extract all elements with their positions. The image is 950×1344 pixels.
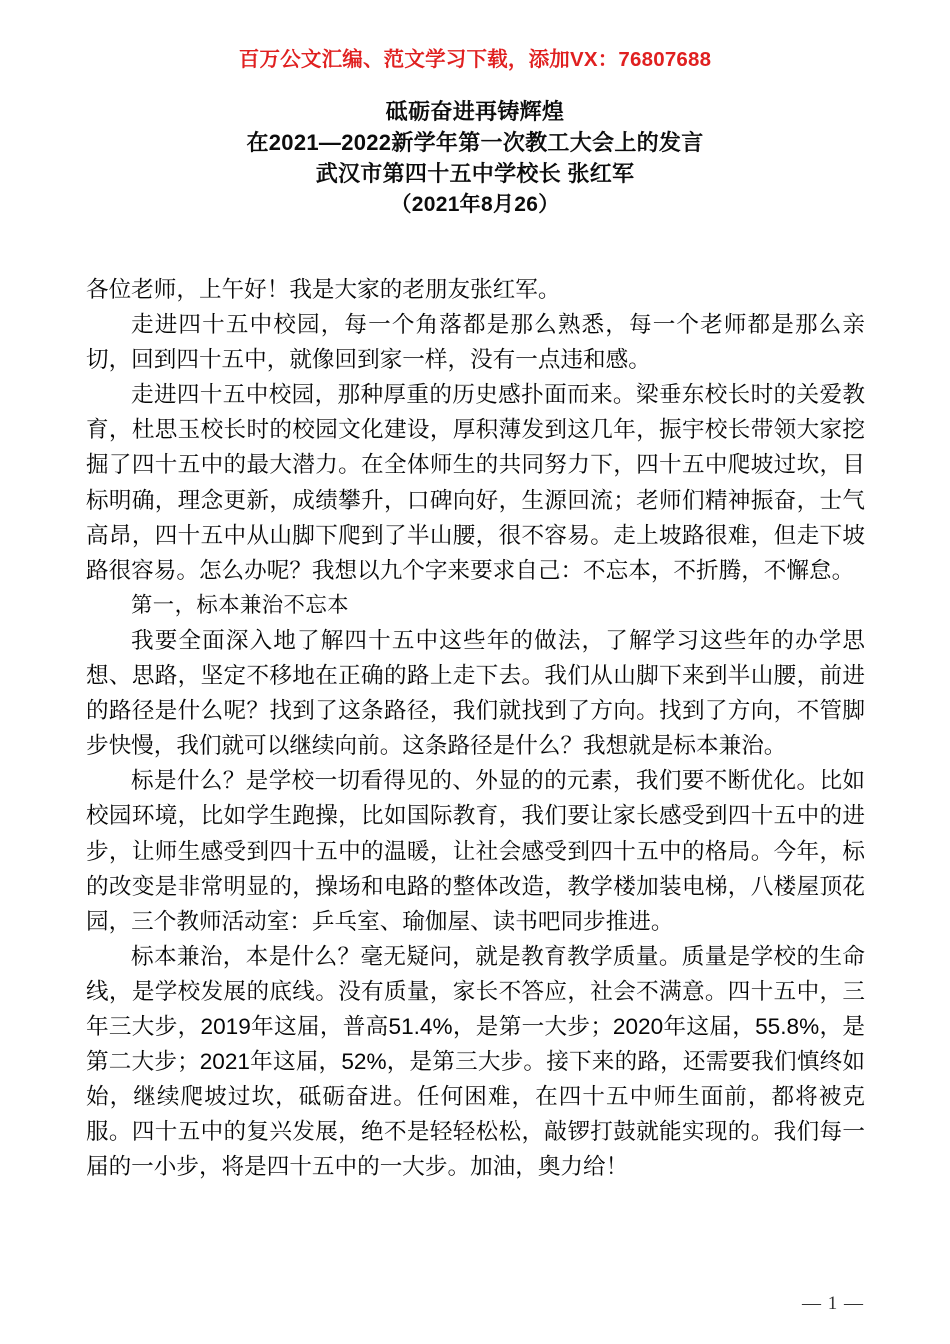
paragraph-greeting: 各位老师，上午好！我是大家的老朋友张红军。 [86,277,561,302]
paragraph-path: 我要全面深入地了解四十五中这些年的做法，了解学习这些年的办学思想、思路，坚定不移地在正确的路上走下去。我们从山脚下来到半山腰，前进的路径是什么呢？找到了这条路径，我们就找到了方向。找到了方向，不管脚步快慢，我们就可以继续向前。这条路径是什么？我想就是标本兼治。 [86,627,865,759]
title-line-subtitle: 在2021—2022新学年第一次教工大会上的发言 [246,130,704,155]
paragraph-quality-stats: 标本兼治，本是什么？毫无疑问，就是教育教学质量。质量是学校的生命线，是学校发展的底线。没有质量，家长不答应，社会不满意。四十五中，三年三大步，2019年这届，普高51.4%，是第一大步；2020年这届，55.8%，是第二大步；2021年这届，52%，是第三大步。接下来的路，还需要我们慎终如始，继续爬坡过坎，砥砺奋进。任何困难，在四十五中师生面前，都将被克服。四十五中的复兴发展，绝不是轻轻松松，敲锣打鼓就能实现的。我们每一届的一小步，将是四十五中的一大步。加油，奥力给！ [86,943,865,1180]
document-title-block [0,96,950,220]
page-number-footer: — 1 — [802,1293,864,1314]
paragraph-biao-definition: 标是什么？是学校一切看得见的、外显的的元素，我们要不断优化。比如校园环境，比如学生跑操，比如国际教育，我们要让家长感受到四十五中的进步，让师生感受到四十五中的温暖，让社会感受到四十五中的格局。今年，标的改变是非常明显的，操场和电路的整体改造，教学楼加装电梯，八楼屋顶花园，三个教师活动室：乒乓室、瑜伽屋、读书吧同步推进。 [86,768,865,934]
title-line-date: （2021年8月26） [390,193,560,216]
section-heading-first: 第一，标本兼治不忘本 [131,592,349,617]
title-line-main: 砥砺奋进再铸辉煌 [385,99,565,124]
paragraph-campus-familiar: 走进四十五中校园，每一个角落都是那么熟悉，每一个老师都是那么亲切，回到四十五中，就像回到家一样，没有一点违和感。 [86,312,865,373]
document-body [86,272,865,1184]
advertisement-banner: 百万公文汇编、范文学习下载，添加VX：76807688 [238,48,712,71]
paragraph-history: 走进四十五中校园，那种厚重的历史感扑面而来。梁垂东校长时的关爱教育，杜思玉校长时的校园文化建设，厚积薄发到这几年，振宇校长带领大家挖掘了四十五中的最大潜力。在全体师生的共同努力下，四十五中爬坡过坎，目标明确，理念更新，成绩攀升，口碑向好，生源回流；老师们精神振奋，士气高昂，四十五中从山脚下爬到了半山腰，很不容易。走上坡路很难，但走下坡路很容易。怎么办呢？我想以九个字来要求自己：不忘本，不折腾，不懈怠。 [86,382,865,583]
title-line-author: 武汉市第四十五中学校长 张红军 [315,161,635,186]
